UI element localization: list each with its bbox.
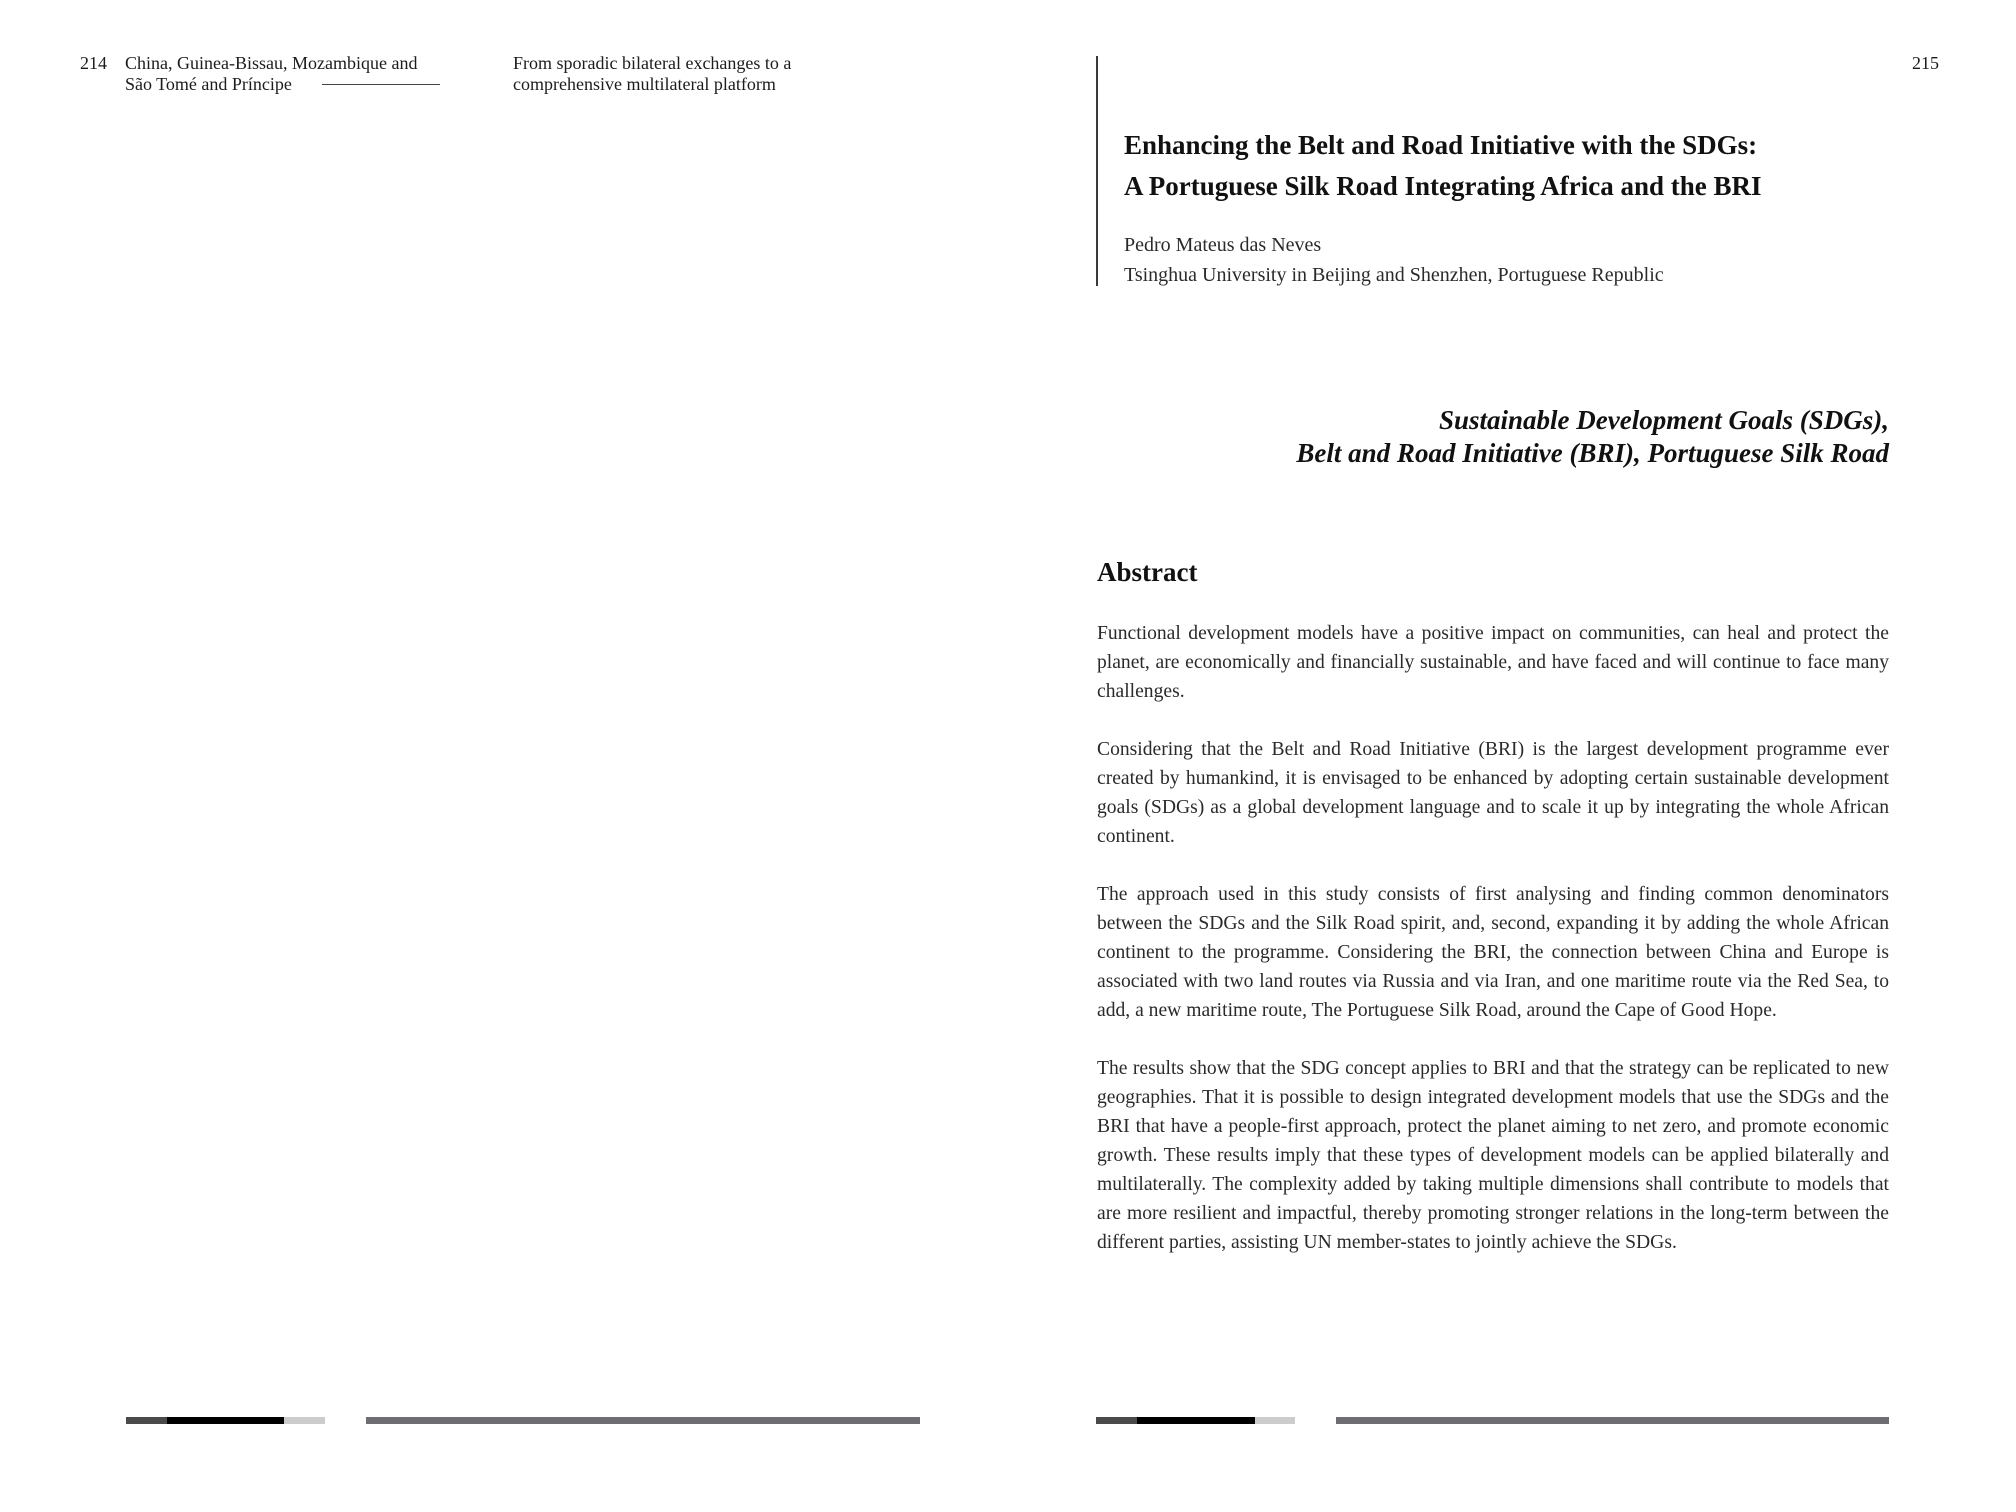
title-margin-rule — [1096, 56, 1098, 286]
abstract-paragraph: The results show that the SDG concept applies to BRI and that the strategy can be replicated to new geographies. That it is possible to design integrated development models that use the SDGs and the BRI that have a people-first approach, protect the planet aiming to net zero, and promote economic growth. These results imply that these types of development models can be applied bilaterally and multilaterally. The complexity added by taking multiple dimensions shall contribute to models that are more resilient and impactful, thereby promoting stronger relations in the long-term between the different parties, assisting UN member-states to jointly achieve the SDGs. — [1097, 1058, 1889, 1253]
title-line: Enhancing the Belt and Road Initiative with the SDGs: — [1124, 130, 1758, 160]
keywords-line: Sustainable Development Goals (SDGs), — [1438, 405, 1889, 435]
keywords — [1100, 404, 1889, 470]
running-head-line: São Tomé and Príncipe — [125, 74, 292, 94]
footer-bar-dark — [126, 1417, 167, 1424]
article-title — [1124, 125, 1884, 207]
header-rule — [322, 84, 440, 85]
title-line: A Portuguese Silk Road Integrating Africa and the BRI — [1124, 171, 1762, 201]
section-head-line: From sporadic bilateral exchanges to a — [513, 53, 792, 73]
footer-bar-black — [167, 1417, 284, 1424]
abstract-heading: Abstract — [1097, 557, 1198, 587]
author-block — [1124, 230, 1664, 290]
page-number: 215 — [1912, 53, 1939, 73]
abstract-body — [1097, 619, 1889, 1286]
abstract-paragraph: Considering that the Belt and Road Initiative (BRI) is the largest development programme ever created by humankind, it is envisaged to be enhanced by adopting certain sustainable development goals (SDGs) as a global development language and to scale it up by integrating the whole African continent. — [1097, 739, 1889, 847]
footer-bar-black — [1137, 1417, 1255, 1424]
footer-bar-long — [366, 1417, 920, 1424]
author-name: Pedro Mateus das Neves — [1124, 234, 1322, 256]
author-affiliation: Tsinghua University in Beijing and Shenzhen, Portuguese Republic — [1124, 264, 1664, 286]
page-number: 214 — [80, 53, 107, 73]
abstract-paragraph: The approach used in this study consists of first analysing and finding common denominators between the SDGs and the Silk Road spirit, and, second, expanding it by adding the whole African continent to the programme. Considering the BRI, the connection between China and Europe is associated with two land routes via Russia and via Iran, and one maritime route via the Red Sea, to add, a new maritime route, The Portuguese Silk Road, around the Cape of Good Hope. — [1097, 884, 1889, 1021]
footer-bar-dark — [1096, 1417, 1137, 1424]
footer-bar-long — [1336, 1417, 1889, 1424]
running-head-line: China, Guinea-Bissau, Mozambique and — [125, 53, 418, 73]
keywords-line: Belt and Road Initiative (BRI), Portuguese Silk Road — [1296, 438, 1889, 468]
footer-bar-light — [284, 1417, 325, 1424]
footer-bar-light — [1255, 1417, 1295, 1424]
abstract-paragraph: Functional development models have a positive impact on communities, can heal and protect the planet, are economically and financially sustainable, and have faced and will continue to face many challenges. — [1097, 623, 1889, 702]
section-head-line: comprehensive multilateral platform — [513, 74, 776, 94]
